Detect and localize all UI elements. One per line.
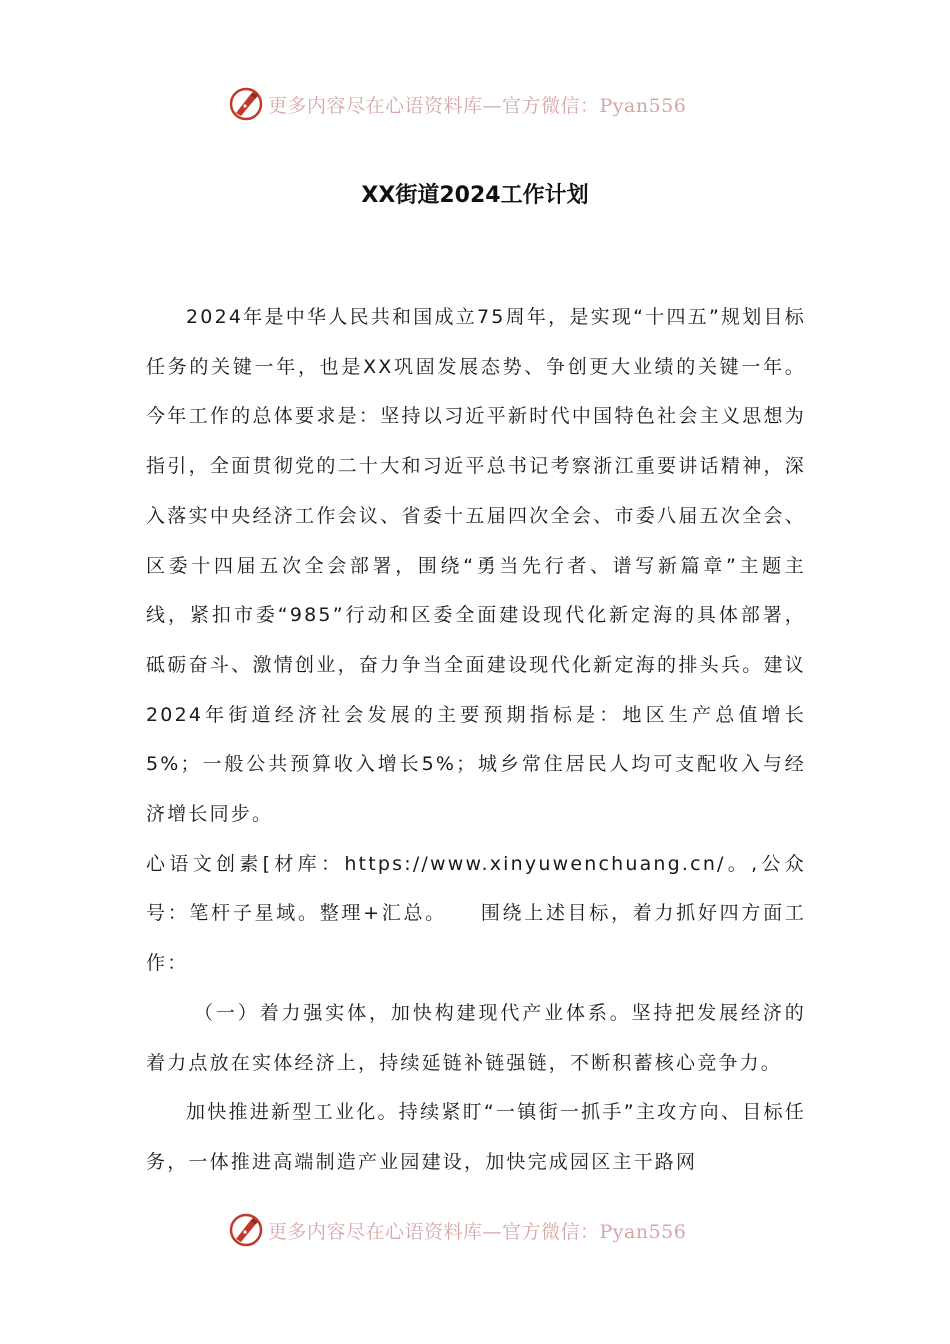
- document-title: XX街道2024工作计划: [361, 183, 589, 208]
- pen-nib-logo-icon: [228, 1212, 264, 1248]
- banner-text: 更多内容尽在心语资料库—官方微信：Pyan556: [268, 94, 687, 117]
- document-body: [146, 293, 806, 1188]
- source-note-paragraph: 心语文创素[材库：https://www.xinyuwenchuang.cn/。,公众号：笔杆子星域。整理+汇总。 围绕上述目标，着力抓好四方面工作：: [146, 852, 806, 975]
- intro-paragraph: 2024年是中华人民共和国成立75周年，是实现“十四五”规划目标任务的关键一年，也是XX巩固发展态势、争创更大业绩的关键一年。今年工作的总体要求是：坚持以习近平新时代中国特色社会主义思想为指引，全面贯彻党的二十大和习近平总书记考察浙江重要讲话精神，深入落实中央经济工作会议、省委十五届四次全会、市委八届五次全会、区委十四届五次全会部署，围绕“勇当先行者、谱写新篇章”主题主线，紧扣市委“985”行动和区委全面建设现代化新定海的具体部署，砥砺奋斗、激情创业，奋力争当全面建设现代化新定海的排头兵。建议2024年街道经济社会发展的主要预期指标是：地区生产总值增长5%；一般公共预算收入增长5%；城乡常住居民人均可支配收入与经济增长同步。: [146, 306, 806, 826]
- pen-nib-logo-icon: [228, 86, 264, 122]
- section-one-paragraph: （一）着力强实体，加快构建现代产业体系。坚持把发展经济的着力点放在实体经济上，持续延链补链强链，不断积蓄核心竞争力。: [146, 1001, 806, 1074]
- footer-watermark-banner: [228, 1210, 686, 1250]
- industrialization-paragraph: 加快推进新型工业化。持续紧盯“一镇街一抓手”主攻方向、目标任务，一体推进高端制造产业园建设，加快完成园区主干路网: [146, 1101, 806, 1173]
- banner-text: 更多内容尽在心语资料库—官方微信：Pyan556: [268, 1220, 687, 1243]
- header-watermark-banner: [228, 84, 686, 124]
